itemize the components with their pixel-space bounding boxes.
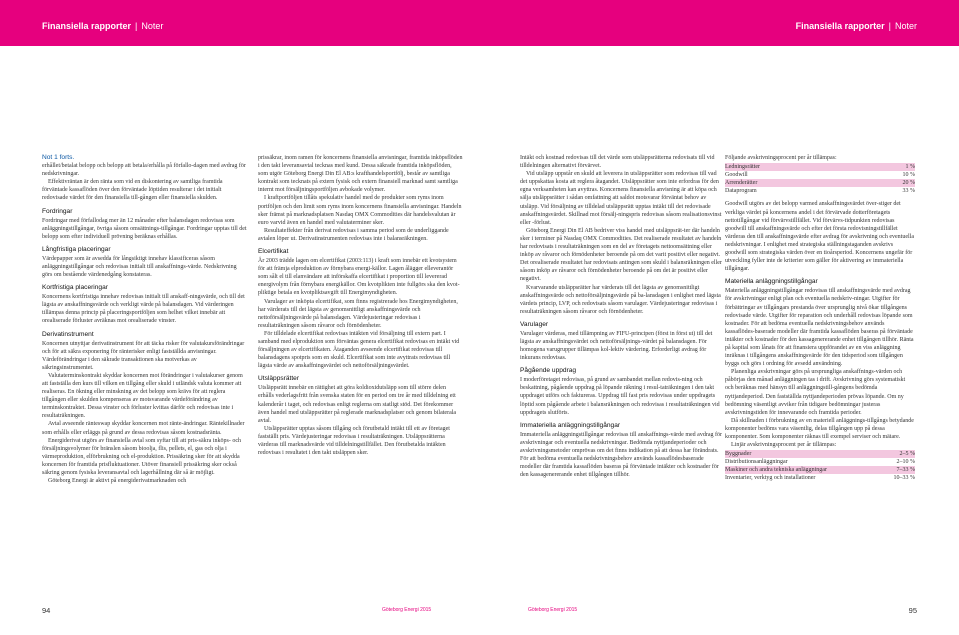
rate-label: Goodwill <box>725 172 748 179</box>
table-row <box>725 163 915 171</box>
rate-label: Byggnader <box>725 450 882 458</box>
page-number-right: 95 <box>908 606 917 615</box>
paragraph: Kvarvarande utsläppsrätter har värderats till det lägsta av genomsnittligt anskaffningsvärde och nettoförsäljningsvärde på ba-lansdagen i enlighet med lägsta värdets princip, LVP, och redovisats såsom varulager. Värdejusteringar redovisas i resultaträkningen såsom råvaror och förnödenheter. <box>520 284 721 315</box>
table-row <box>725 187 915 195</box>
section-link[interactable]: Finansiella rapporter <box>795 21 885 31</box>
table-row <box>725 450 915 458</box>
paragraph: Göteborg Energi är aktivt på energiderivatmarknaden och <box>48 478 187 485</box>
paragraph: prissäkrar, inom ramen för koncernens finansiella anvisningar, framtida inköpsflöden i den takt leveransavtal tecknas med kund. Dessa säkrade framtida inköpsflöden, som utgör Göteborg Energi Din El AB:s krafthandelsportfölj, består av samtliga kontrakt som tecknats på extern fysisk och extern finansiell marknad samt samtliga internt mot försäljningsportföljen avbokade volymer. <box>258 155 463 194</box>
section-link[interactable]: Finansiella rapporter <box>42 21 132 31</box>
section-heading: Derivatinstrument <box>42 330 94 338</box>
breadcrumb-left <box>42 21 163 31</box>
paragraph: Utsläppsrätt innebär en rättighet att göra koldioxidutsläpp som till större delen erhålls vederlagsfritt från svenska staten för en period om tre år med tilldelning ett kalenderår i taget, och redovisas enligt reglerna om statligt stöd. Det förekommer även handel med utsläppsrätter på reglerade marknadsplatser och genom bilaterala avtal. <box>258 385 457 424</box>
breadcrumb-separator: | <box>888 21 891 31</box>
paragraph: Goodwill utgörs av det belopp varmed anskaffningsvärdet över-stiger det verkliga värdet på koncernens andel i det förvärvade dotterföretagets nettotillgångar vid förvärvstillfället. Vid förvärvs-tidpunkten redovisas goodwill till anskaffningsvärde och efter det första redovisningstillfället värderas den till anskaffningsvärde efter avdrag för avskrivning och eventuella nedskrivningar. I enlighet med strategiska ställningstaganden avskrivs goodwill som strategiska värden över en tioårsperiod. Koncernens ungefär för utveckling fyller inte de kriterier som gäller för aktivering av immateriella tillgångar. <box>725 201 914 273</box>
footer-brand-right: Göteborg Energi 2015 <box>528 607 578 613</box>
breadcrumb-right <box>796 21 917 31</box>
paragraph: Valutaterminskontrakt skyddar koncernen mot förändringar i valutakurser genom att fastställa den kurs till vilken en tillgång eller skuld i utländsk valuta kommer att realiseras. En ökning eller minskning av det belopp som krävs för att reglera tillgången eller skulden kompenseras av motsvarande värdeförändring av terminskontraktet. Dessa vinster och förluster kvittas därför och redovisas inte i resultaträkningen. <box>42 372 243 420</box>
section-heading: Pågående uppdrag <box>520 367 577 375</box>
footer-brand-left: Göteborg Energi 2015 <box>382 607 432 613</box>
note-title: Not 1 forts. <box>42 154 75 161</box>
section-heading: Immateriella anläggningstillgångar <box>520 421 621 429</box>
section-heading: Materiella anläggningstillgångar <box>725 278 818 286</box>
rate-label: Distributionsanläggningar <box>725 459 788 466</box>
paragraph: År 2003 trädde lagen om elcertifikat (2003:113) i kraft som innebär ett kvotsystem för att främja elproduktion av förnybara energi-källor. Lagen ålägger elleverantör som sålt el till elanvändare att införskaffa elcertifikat i proportion till levererad energivolym från förnybara energikällor. Om kvotplikten inte fullgörs ska den kvot-pliktige betala en kvotpliktsavgift till Energimyndigheten. <box>258 258 460 297</box>
paragraph: Energiderivat utgörs av finansiella avtal som syftar till att pris-säkra inköps- och försäljningsvolymer för bränslen såsom biooljа, flis, pellets, el, gas och olja i värmeproduktion, elförbrukning och el-produktion. Prissäkring sker för att skydda koncernen för framtida prisfluktuationer. Utöver finansiell prissäkring sker också säkring genom fysiska leveransavtal och lagerhållning där så är möjligt. <box>42 437 242 476</box>
paragraph: erhållet/betalat belopp och belopp att betala/erhålla på förfallo-dagen med avdrag för nedskrivningar. <box>42 163 246 178</box>
rate-value: 2–10 % <box>896 459 915 466</box>
depreciation-table <box>725 163 915 195</box>
rate-value: 1 % <box>865 163 915 171</box>
paragraph: Vid utsläpp uppstår en skuld att leverera in utsläppsrätter som redovisas till vad det uppskattas kosta att reglera åtagandet. Utsläppsrätter som inte erfordras för den egna verksamheten kan avyttras. Koncernens finansiella anvisning är att köpa och sälja utsläppsrätter i sådan omfattning att saldot motsvarar förväntat behov av utsläpp. Vid försäljning av tilldelad utsläppsrätt upptas intäkt till det redovisade anskaffningsvärdet. Skillnad mot försälj-ningspris redovisas såsom realisationsvinst eller -förlust. <box>520 171 722 226</box>
text-column-4 <box>725 154 915 584</box>
paragraph: Fordringar med förfallodag mer än 12 månader efter balansdagen redovisas som anläggningstillgångar, övriga såsom omsättnings-tillgångar. Fordringar upptas till det belopp som efter individuell prövning beräknas erhållas. <box>42 217 247 240</box>
rate-label: Arrenderätter <box>725 179 865 187</box>
subsection-label: Noter <box>894 21 917 31</box>
subsection-label: Noter <box>141 21 164 31</box>
paragraph: För tilldelade elcertifikat redovisas intäkten vid försäljning till extern part. I samband med elproduktion som förväntas genera elcertifikat redovisas en intäkt vid försäljningen av elcertifikaten. Åtaganden avseende elcertifikat redovisas till balansdagens spotpris som en skuld. Elcertifikat som inte avyttrats redovisas till lägsta värde av anskaffningsvärdet och nettoförsäljningsvärdet. <box>258 330 460 370</box>
page-number-left: 94 <box>42 606 51 615</box>
text-column-1 <box>42 154 247 584</box>
paragraph: Resultateffekter från derivat redovisas i samma period som de underliggande avtalen löper ut. Derivatinstrumenten redovisas inte i balansräkningen. <box>258 227 449 242</box>
paragraph: Utsläppsrätter upptas såsom tillgång och förutbetald intäkt till ett av företaget fastställt pris. Värdejusteringar redovisas i resultaträkningen. Utsläppsrätterna värderas till marknadsvärde vid tilldelningstillfället. Den förutbetalda intäkten redovisas i resultatet i den takt utsläppen sker. <box>258 425 450 457</box>
linear-depreciation-table <box>725 450 915 482</box>
table-row <box>725 179 915 187</box>
paragraph: Då skillnaden i förbrukning av en materiell anläggnings-tillgångs betydande komponenter bedöms vara väsentlig, delas tillgången upp på dessa komponenter. Som komponenter räknas till exempel serviser och mätare. <box>725 417 914 440</box>
rates-intro: Linjär avskrivningsprocent per år tillämpas: <box>731 442 837 449</box>
text-column-2 <box>258 154 463 584</box>
rate-label: Maskiner och andra tekniska anläggningar <box>725 466 882 474</box>
rate-label: Inventarier, verktyg och installationer <box>725 475 816 482</box>
section-heading: Elcertifikat <box>258 248 289 256</box>
section-heading: Fordringar <box>42 207 73 215</box>
paragraph: Planenliga avskrivningar görs på ursprungliga anskaffnings-värden och påbörjas den månad anläggningen tas i drift. Avskrivning görs systematiskt och beräknas med hänsyn till anläggningstill-gångens bedömda nyttjandeperiod. Den fastställda nyttjandeperioden prövas löpande. Om ny bedömning väsentligt avviker från tidigare bedömningar justeras avskrivningstiden för innevarande och framtida perioder. <box>725 369 906 416</box>
section-heading: Kortfristiga placeringar <box>42 284 108 292</box>
paragraph: Koncernen utnyttjar derivatinstrument för att täcka risker för valutakursförändringar och för att säkra exponering för ränterisker enligt fastställda anvisningar. Värdeförändringar i den säkrade transaktionen ska motverkas av säkringsinstrumentet. <box>42 340 245 371</box>
table-row <box>725 171 915 179</box>
paragraph: I kraftportföljen tillåts spekulativ handel med de produkter som ryms inom portföljen och den limit som ryms inom koncernens finansiella anvisningar. Handeln sker främst på marknadsplatsen Nasdaq OMX Commodities där handelsvalutan är euro varvid även en handel med valutaterminer sker. <box>258 195 462 226</box>
paragraph: Effektivräntan är den ränta som vid en diskontering av samtliga framtida förväntade kassaflöden över den förväntade löptiden resulterar i det initialt redovisade värdet för den finansiella till-gången eller finansiella skulden. <box>42 179 223 202</box>
table-row <box>725 458 915 466</box>
table-row <box>725 474 915 482</box>
rate-value: 10 % <box>902 172 915 179</box>
breadcrumb-separator: | <box>135 21 138 31</box>
section-heading: Varulager <box>520 320 549 328</box>
paragraph: Avtal avseende ränteswap skyddar koncernen mot ränte-ändringar. Räntekillnader som erhålls eller erläggs på grund av dessa redovisas såsom kostnadsränta. <box>42 421 245 436</box>
paragraph: Materiella anläggningstillgångar redovisas till anskaffningsvärde med avdrag för avskrivningar enligt plan och eventuella nedskriv-ningar. Utgifter för förbättringar av tillgångars prestanda över ursprunglig nivå ökar tillgångens redovisade värde. Utgifter för reparation och underhåll redovisas löpande som kostnader. För att bedöma eventuella nedskrivningsbehov används kassaflödes-baserade modeller där framtida kassaflöden baseras på förväntade intäkter och kostnader för den kassagenererande enhet tillgången tillhör. Ränta på kapital som lånats för att finansiera uppförandet av en viss anläggning inräknas i tillgångens anskaffningsvärde för den tidsperiod som tillgången byggs och görs i ordning för avsedd användning. <box>725 288 914 368</box>
paragraph: Koncernens kortfristiga innehav redovisas initialt till anskaff-ningsvärde, och till det lägsta av anskaffningsvärde och verkligt värde på balansdagen. Vid värderingen tillämpas denna princip på placeringsportföljen som helhet vilket innebär att orealiserade förluster avräknas mot orealiserade vinster. <box>42 294 245 325</box>
text-column-3 <box>520 154 725 584</box>
header-bar <box>0 0 959 46</box>
rate-label: Ledningsrätter <box>725 163 865 171</box>
paragraph: Varulager av inköpta elcertifikat, som finns registrerade hos Energimyndigheten, har värderats till det lägsta av genomsnittligt anskaffningsvärde och nettoförsäljningsvärde på balansdagen. Värdejusteringar redovisas i resultaträkningen såsom råvaror och förnödenheter. <box>258 298 458 329</box>
paragraph: I moderföretaget redovisas, på grund av sambandet mellan redovis-ning och beskattning, pågående uppdrag på löpande räkning i resul-taträkningen i den takt uppdraget utförs och faktureras. Uppdrag till fast pris redovisas under uppdragets löptid som pågående arbete i balansräkningen och redovisas i resultaträkningen vid uppdragets slutförts. <box>520 377 720 416</box>
table-row <box>725 466 915 474</box>
paragraph: Göteborg Energi Din El AB bedriver viss handel med utsläppsrät-ter där handeln sker i terminer på Nasdaq OMX Commodities. Det realiserade resultatet av handeln har redovisats i resultaträkningen som en del av företagets nettoomsättning eller inköp av råvaror och förnödenheter beroende på om det varit positivt eller negativt. Det orealiserade resultatet har redovisats antingen som skuld i balansräkningen eller såsom inköp av råvaror och förnödenheter beroende på om det är positivt eller negativt. <box>520 227 722 283</box>
rate-value: 10–33 % <box>893 475 915 482</box>
section-heading: Långfristiga placeringar <box>42 245 111 253</box>
rate-label: Dataprogram <box>725 188 757 195</box>
rate-value: 20 % <box>865 179 915 187</box>
section-heading: Utsläppsrätter <box>258 375 300 383</box>
paragraph: Värdepapper som är avsedda för långsiktigt innehav klassificeras såsom anläggningstillgångar och redovisas initialt till anskaffnings-värde. Nedskrivning görs om bestående värdenedgång konstateras. <box>42 255 237 279</box>
rates-intro: Följande avskrivningsprocent per år tillämpas: <box>725 155 837 161</box>
paragraph: Immateriella anläggningstillgångar redovisas till anskaffnings-värde med avdrag för avskrivningar och eventuella nedskrivningar. Bedömda nyttjandeperioder och avskrivningsmetoder omprövas om det finns indikation på att dessa har förändrats. För att bedöma eventuella nedskrivningsbehov används kassaflödesbaserade modeller där framtida kassaflöden baseras på förväntade intäkter och kostnader för den kassagenererande enhet tillgången tillhör. <box>520 431 722 479</box>
rate-value: 33 % <box>902 188 915 195</box>
rate-value: 2–5 % <box>882 450 915 458</box>
rate-value: 7–33 % <box>882 466 915 474</box>
paragraph: Varulager värderas, med tillämpning av FIFU-principen (först in först ut) till det lägsta av anskaffningsvärdet och nettoförsäljnings-värdet på balansdagen. För homogena varugrupper tillämpas kol-lektiv värdering. Erforderligt avdrag för inkurans redovisas. <box>520 330 713 362</box>
paragraph: Intäkt och kostnad redovisas till det värde som utsläppsrätterna redovisats till vid tilldelningen alternativt förvärvet. <box>520 155 715 170</box>
